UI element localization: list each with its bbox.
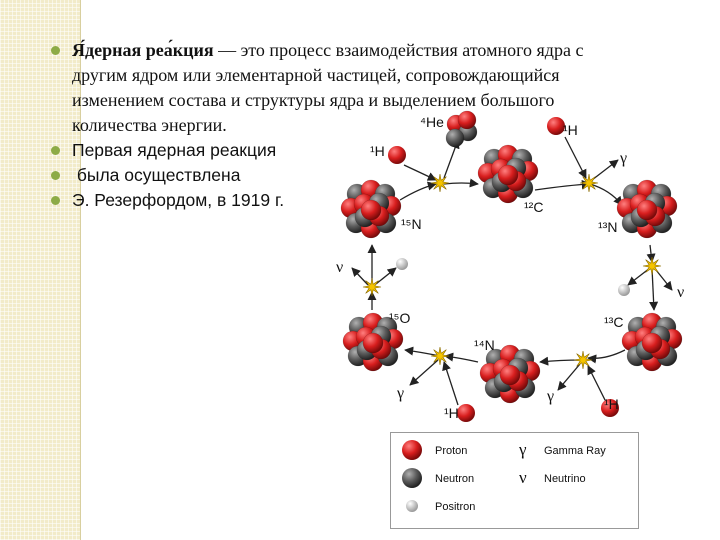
- neutrino-label: ν: [677, 284, 685, 301]
- h1-label: ¹H: [604, 396, 619, 412]
- star-burst-icon: [431, 174, 449, 192]
- star-burst-icon: [574, 351, 592, 369]
- star-burst-icon: [431, 347, 449, 365]
- positron-legend-icon: [406, 500, 418, 512]
- gamma-legend-icon: γ: [519, 440, 527, 459]
- arrow: [590, 184, 622, 205]
- arrow: [400, 184, 436, 200]
- nitrogen-14-nucleus: [480, 345, 540, 403]
- proton-particle: [388, 146, 406, 164]
- proton-legend-icon: [402, 440, 422, 460]
- proton-particle: [457, 404, 475, 422]
- arrow: [592, 160, 618, 180]
- proton-sphere: [642, 333, 662, 353]
- h1-label: ¹H: [563, 122, 578, 138]
- bullet-text: Э. Резерфордом, в 1919 г.: [72, 190, 285, 210]
- positron-particle: [618, 284, 630, 296]
- n14-label: ¹⁴N: [474, 337, 495, 353]
- nuclei: [341, 145, 685, 403]
- definition-line-4: количества энергии.: [72, 115, 227, 135]
- proton-sphere: [361, 200, 381, 220]
- neutron-legend-icon: [402, 468, 422, 488]
- legend-neutron-label: Neutron: [435, 473, 475, 485]
- arrow: [444, 362, 458, 405]
- he4-label: ⁴He: [420, 114, 444, 130]
- arrow: [656, 270, 672, 290]
- proton-sphere: [498, 165, 518, 185]
- legend-proton-label: Proton: [435, 445, 468, 457]
- definition-line-1: — это процесс взаимодействия атомного ядра с: [213, 40, 584, 60]
- arrow: [445, 356, 478, 362]
- nitrogen-13-nucleus: [617, 180, 677, 238]
- h1-label: ¹H: [444, 405, 459, 421]
- legend-graphics: [391, 433, 638, 528]
- gamma-label: γ: [547, 388, 555, 405]
- bullet-text: Первая ядерная реакция: [72, 140, 277, 160]
- bullet-text: была осуществлена: [72, 165, 241, 185]
- c13-label: ¹³C: [604, 314, 624, 330]
- star-burst-icon: [643, 257, 661, 275]
- arrow: [588, 366, 605, 400]
- legend-gamma-label: Gamma Ray: [544, 445, 606, 457]
- neutrino-label: ν: [336, 259, 344, 276]
- definition-line-3: изменением состава и структуры ядра и выделением большого: [72, 90, 555, 110]
- arrow: [376, 268, 396, 284]
- n13-label: ¹³N: [598, 219, 618, 235]
- positron-particle: [396, 258, 408, 270]
- carbon-12-nucleus: [478, 145, 538, 203]
- gamma-label: γ: [620, 150, 628, 167]
- arrow: [565, 137, 586, 178]
- arrow: [404, 165, 436, 180]
- o15-label: ¹⁵O: [389, 310, 411, 326]
- n15-label: ¹⁵N: [401, 216, 422, 232]
- proton-sphere: [637, 200, 657, 220]
- star-burst-icon: [580, 174, 598, 192]
- arrow: [352, 268, 368, 285]
- arrow: [588, 350, 625, 358]
- arrow: [444, 183, 478, 184]
- arrow: [535, 184, 590, 190]
- arrow: [558, 364, 580, 390]
- definition-term: Я́дерная реа́кция: [72, 40, 214, 60]
- proton-sphere: [500, 365, 520, 385]
- helium-4-nucleus: [446, 111, 477, 147]
- h1-label: ¹H: [370, 143, 385, 159]
- c12-label: ¹²C: [524, 199, 544, 215]
- neutrino-legend-icon: ν: [519, 468, 527, 487]
- proton-sphere: [458, 111, 476, 129]
- nitrogen-15-nucleus: [341, 180, 401, 238]
- star-burst-icon: [363, 278, 381, 296]
- carbon-13-nucleus: [622, 313, 682, 371]
- legend-neutrino-label: Neutrino: [544, 473, 586, 485]
- arrow: [410, 360, 438, 385]
- reaction-stars: [363, 174, 661, 369]
- gamma-label: γ: [397, 385, 405, 402]
- proton-sphere: [363, 333, 383, 353]
- legend-box: [390, 432, 639, 529]
- legend-positron-label: Positron: [435, 501, 476, 513]
- neutron-sphere: [446, 129, 464, 147]
- definition-line-2: другим ядром или элементарной частицей, сопровождающийся: [72, 65, 560, 85]
